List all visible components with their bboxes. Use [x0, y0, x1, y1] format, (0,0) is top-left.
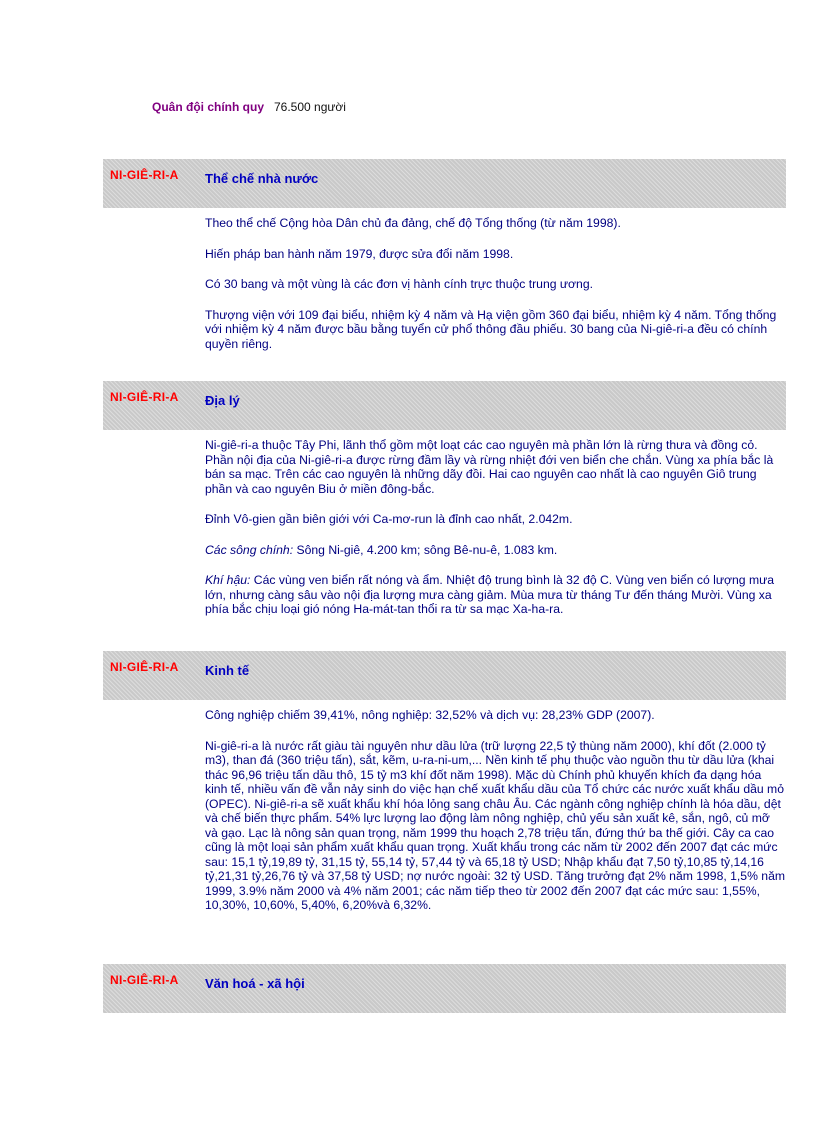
rivers-label: Các sông chính: — [205, 542, 294, 557]
army-line — [152, 100, 346, 114]
country-label: NI-GIÊ-RI-A — [110, 168, 179, 182]
section-header — [103, 159, 786, 208]
section-header — [103, 381, 786, 430]
section-title: Thể chế nhà nước — [205, 171, 319, 186]
rivers-text: Sông Ni-giê, 4.200 km; sông Bê-nu-ê, 1.083 km. — [293, 542, 558, 557]
paragraph: Thượng viện với 109 đại biểu, nhiệm kỳ 4 năm và Hạ viện gồm 360 đại biểu, nhiệm kỳ 4 năm. Tổng thống với nhiệm kỳ 4 năm được bầu bằng tuyển cử phổ thông đầu phiếu. 30 bang của Ni-giê-ri-a đều có chính quyền riêng. — [205, 307, 777, 351]
section-geography — [103, 381, 786, 617]
paragraph: Ni-giê-ri-a là nước rất giàu tài nguyên như dầu lửa (trữ lượng 22,5 tỷ thùng năm 2000), khí đốt (2.000 tỷ m3), than đá (360 triệu tấn), sắt, kẽm, u-ra-ni-um,... Nền kinh tế phụ thuộc vào nguồn thu từ dầu lửa (khai thác 96,96 triệu tấn dầu thô, 15 tỷ m3 khí đốt năm 1998). Mặc dù Chính phủ khuyến khích đa dạng hóa kinh tế, nhiều vấn đề vẫn nảy sinh do việc hạn chế xuất khẩu dầu của Tổ chức các nước xuất khẩu dầu mỏ (OPEC). Ni-giê-ri-a sẽ xuất khẩu khí hóa lỏng sang châu Âu. Các ngành công nghiệp chính là hóa dầu, dệt và chế biến thực phẩm. 54% lực lượng lao động làm nông nghiệp, chủ yếu sản xuất kê, sắn, ngô, củ mỡ và gạo. Lạc là nông sản quan trọng, năm 1999 thu hoạch 2,78 triệu tấn, đứng thứ ba thế giới. Cây ca cao cũng là một loại sản phẩm xuất khẩu quan trọng. Xuất khẩu trong các năm từ 2002 đến 2007 đạt các mức sau: 15,1 tỷ,19,89 tỷ, 31,15 tỷ, 55,14 tỷ, 57,44 tỷ và 65,18 tỷ USD; Nhập khẩu đạt 7,50 tỷ,10,85 tỷ,14,16 tỷ,21,31 tỷ,26,76 tỷ và 37,58 tỷ USD; nợ nước ngoài: 32 tỷ USD. Tăng trưởng đạt 2% năm 1998, 1,5% năm 1999, 3.9% năm 2000 và 4% năm 2001; các năm tiếp theo từ 2002 đến 2007 đạt các mức sau: 1,55%, 10,30%, 10,60%, 5,40%, 6,20%và 6,32%. — [205, 738, 786, 912]
section-header — [103, 651, 786, 700]
section-header — [103, 964, 786, 1013]
army-label: Quân đội chính quy — [152, 100, 264, 114]
paragraph: Công nghiệp chiếm 39,41%, nông nghiệp: 32,52% và dịch vụ: 28,23% GDP (2007). — [205, 708, 655, 722]
country-label: NI-GIÊ-RI-A — [110, 390, 179, 404]
rivers-paragraph — [205, 543, 786, 558]
section-title: Địa lý — [205, 393, 240, 408]
paragraph: Ni-giê-ri-a thuộc Tây Phi, lãnh thổ gồm một loạt các cao nguyên mà phần lớn là rừng thưa và đồng cỏ. Phần nội địa của Ni-giê-ri-a được rừng đầm lầy và rừng nhiệt đới ven biển che chắn. Vùng xa phía bắc là bán sa mạc. Trên các cao nguyên là những dãy đồi. Hai cao nguyên cao nhất là cao nguyên Giô trung phần và cao nguyên Biu ở miền đông-bắc. — [205, 438, 774, 496]
paragraph: Theo thể chế Cộng hòa Dân chủ đa đảng, chế độ Tổng thống (từ năm 1998). — [205, 216, 621, 230]
paragraph: Đỉnh Vô-gien gần biên giới với Ca-mơ-run là đỉnh cao nhất, 2.042m. — [205, 512, 573, 526]
paragraph: Hiến pháp ban hành năm 1979, được sửa đổi năm 1998. — [205, 246, 514, 261]
section-body — [103, 700, 786, 913]
section-title: Kinh tế — [205, 663, 250, 678]
climate-paragraph — [205, 573, 786, 617]
climate-text: Các vùng ven biển rất nóng và ẩm. Nhiệt độ trung bình là 32 độ C. Vùng ven biển có lượng mưa lớn, nhưng càng sâu vào nội địa lượng mưa càng giảm. Mùa mưa từ tháng Tư đến tháng Mười. Vùng xa phía bắc chịu loại gió nóng Ha-mát-tan thổi ra từ sa mạc Xa-ha-ra. — [205, 573, 775, 616]
section-body — [103, 208, 786, 351]
section-economy — [103, 651, 786, 913]
paragraph: Có 30 bang và một vùng là các đơn vị hành cính trực thuộc trung ương. — [205, 277, 593, 291]
section-body — [103, 430, 786, 617]
country-label: NI-GIÊ-RI-A — [110, 660, 179, 674]
section-government — [103, 159, 786, 351]
climate-label: Khí hậu: — [205, 573, 251, 587]
section-title: Văn hoá - xã hội — [205, 976, 305, 991]
army-value: 76.500 người — [274, 100, 346, 114]
section-culture — [103, 964, 786, 1013]
country-label: NI-GIÊ-RI-A — [110, 973, 179, 987]
